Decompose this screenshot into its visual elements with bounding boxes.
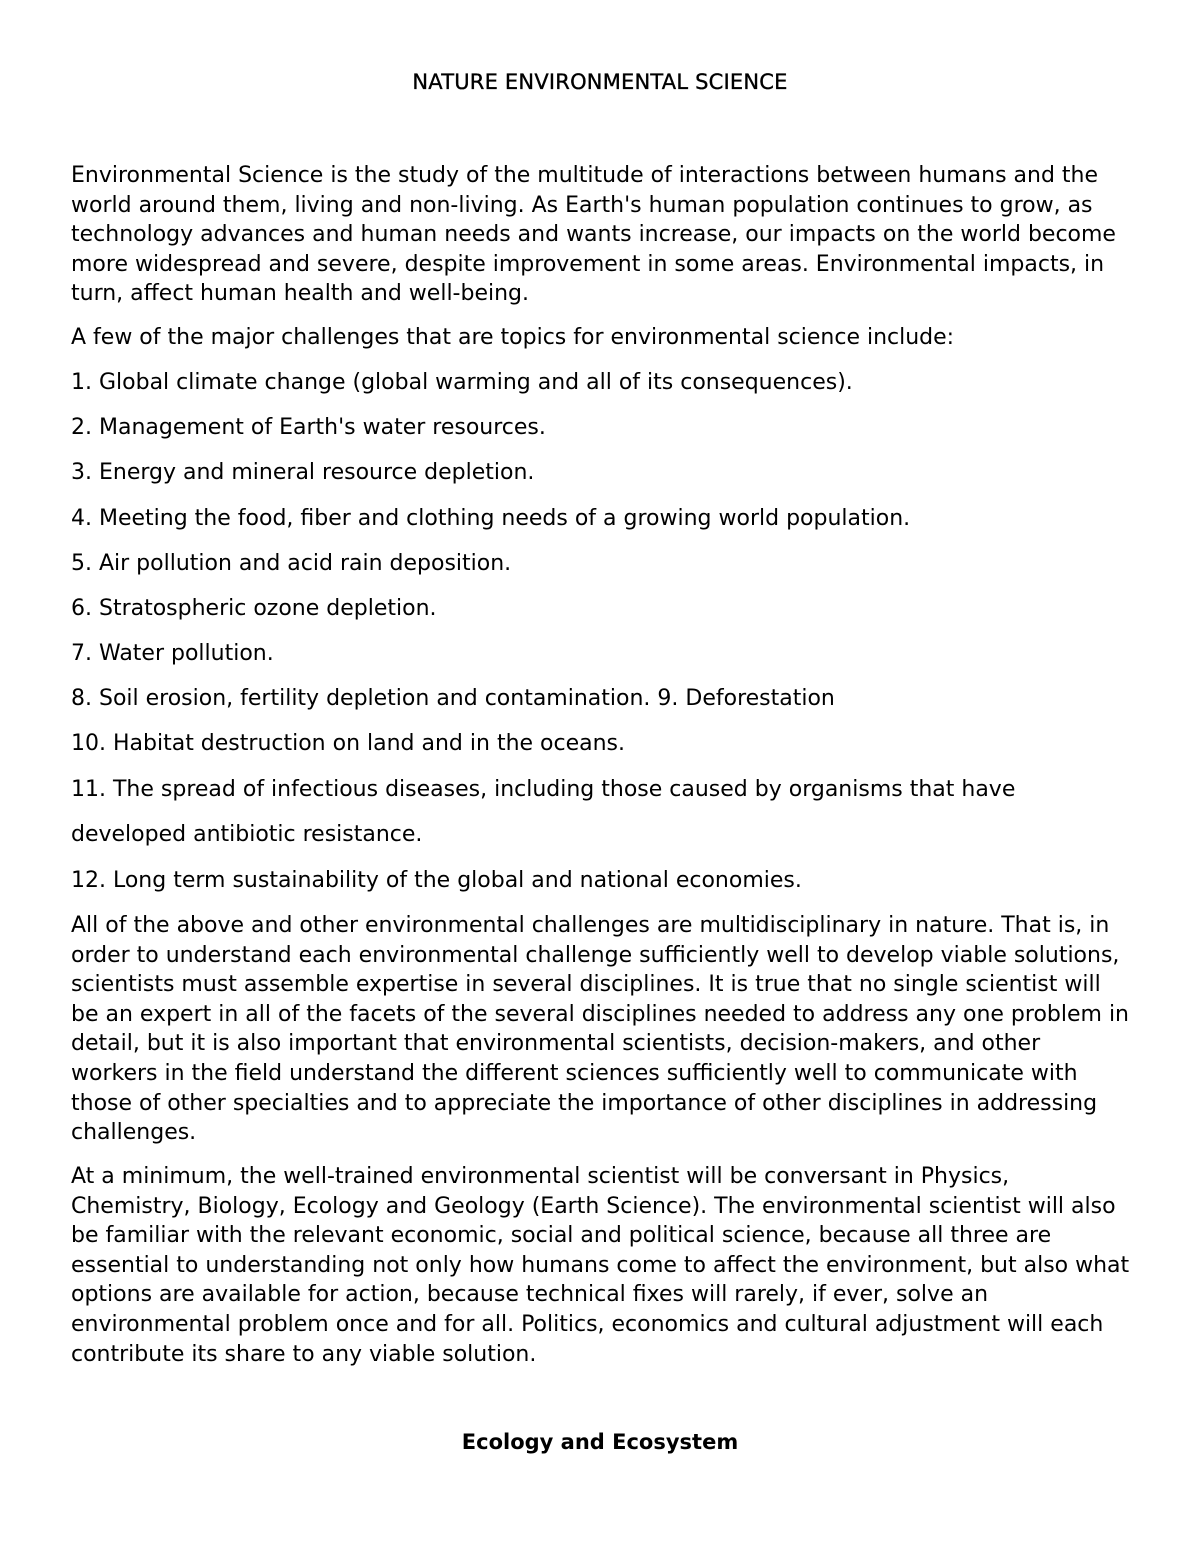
section-heading: Ecology and Ecosystem [461,1430,739,1454]
list-item: 12. Long term sustainability of the global and national economies. [71,868,802,893]
multidisciplinary-paragraph: All of the above and other environmental challenges are multidisciplinary in nature. That is, in order to understand each environmental challenge sufficiently well to develop viable solutions, scientists must assemble expertise in several disciplines. It is true that no single scientist will be an expert in all of the facets of the several disciplines needed to address any one problem in detail, but it is also important that environmental scientists, decision-makers, and other workers in the field understand the different sciences sufficiently well to communicate with those of other specialties and to appreciate the importance of other disciplines in addressing challenges. [71,913,1129,1146]
list-item: 7. Water pollution. [71,641,274,666]
list-item: 1. Global climate change (global warming and all of its consequences). [71,370,853,395]
list-item: 6. Stratospheric ozone depletion. [71,596,437,621]
list-item: 8. Soil erosion, fertility depletion and contamination. 9. Deforestation [71,686,835,711]
list-item: 5. Air pollution and acid rain deposition. [71,551,512,576]
document-title: NATURE ENVIRONMENTAL SCIENCE [412,70,788,94]
minimum-paragraph: At a minimum, the well-trained environmental scientist will be conversant in Physics, Chemistry, Biology, Ecology and Geology (Earth Science). The environmental scientist will also be familiar with the relevant economic, social and political science, because all three are essential to understanding not only how humans come to affect the environment, but also what options are available for action, because technical fixes will rarely, if ever, solve an environmental problem once and for all. Politics, economics and cultural adjustment will each contribute its share to any viable solution. [71,1164,1130,1367]
list-item: 4. Meeting the food, fiber and clothing needs of a growing world population. [71,506,911,531]
list-item: developed antibiotic resistance. [71,822,423,847]
list-item: 10. Habitat destruction on land and in the oceans. [71,731,626,756]
list-item: 11. The spread of infectious diseases, including those caused by organisms that have [71,777,1016,802]
list-item: 2. Management of Earth's water resources. [71,415,546,440]
challenges-intro: A few of the major challenges that are topics for environmental science include: [71,325,955,350]
list-item: 3. Energy and mineral resource depletion. [71,460,535,485]
intro-paragraph: Environmental Science is the study of the multitude of interactions between humans and the world around them, living and non-living. As Earth's human population continues to grow, as technology advances and human needs and wants increase, our impacts on the world become more widespread and severe, despite improvement in some areas. Environmental impacts, in turn, affect human health and well-being. [71,163,1116,307]
